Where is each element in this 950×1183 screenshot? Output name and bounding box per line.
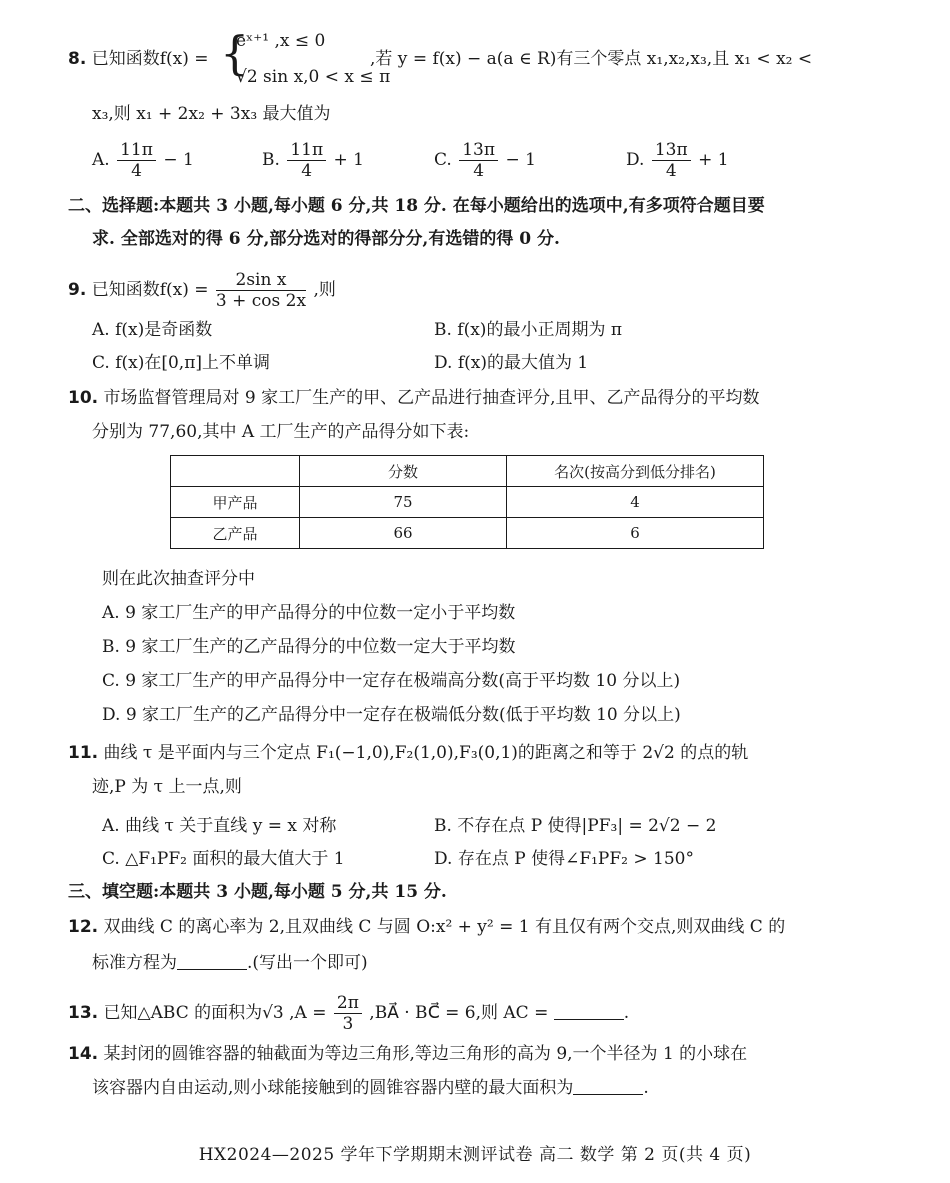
score-table [170,455,764,549]
table-header-cell [171,456,300,487]
q12-line1: 12. 双曲线 C 的离心率为 2,且双曲线 C 与圆 O:x² + y² = 1 有且仅有两个交点,则双曲线 C 的 [68,917,786,937]
q12-answer-blank[interactable] [177,953,247,970]
section3-heading: 三、填空题:本题共 3 小题,每小题 5 分,共 15 分. [68,882,447,902]
q8-option-a: A. $\frac{11\pi}{4}$ − 1 [92,140,194,181]
q9-line: 9. 已知函数f(x) = $\frac{\text{2sin x}}{3 + \cos 2x}$ ,则 [68,270,336,311]
table-header-cell: 名次(按高分到低分排名) [507,456,764,487]
q11-number: 11. [68,743,99,763]
q14-answer-blank[interactable] [573,1078,643,1095]
q11-option-b: B. 不存在点 P 使得|PF₃| = 2√2 − 2 [434,816,717,836]
q10-option-b: B. 9 家工厂生产的乙产品得分的中位数一定大于平均数 [102,637,516,657]
page-footer: HX2024—2025 学年下学期期末测评试卷 高二 数学 第 2 页(共 4 页) [198,1145,752,1165]
table-cell: 甲产品 [171,487,300,518]
q8-line1 [68,47,209,71]
q10-number: 10. [68,388,99,408]
q10-option-c: C. 9 家工厂生产的甲产品得分中一定存在极端高分数(高于平均数 10 分以上) [102,671,681,691]
q10-option-d: D. 9 家工厂生产的乙产品得分中一定存在极端低分数(低于平均数 10 分以上) [102,705,681,725]
q9-option-a: A. f(x)是奇函数 [92,320,213,340]
q14-line2: 该容器内自由运动,则小球能接触到的圆锥容器内壁的最大面积为 . [92,1078,649,1098]
q8-number: 8. [68,49,87,69]
table-header-cell: 分数 [300,456,507,487]
q11-line1: 11. 曲线 τ 是平面内与三个定点 F₁(−1,0),F₂(1,0),F₃(0,1)的距离之和等于 2√2 的点的轨 [68,743,749,763]
q10-line1: 10. 市场监督管理局对 9 家工厂生产的甲、乙产品进行抽查评分,且甲、乙产品得分的平均数 [68,388,760,408]
table-cell: 6 [507,518,764,549]
q10-option-a: A. 9 家工厂生产的甲产品得分的中位数一定小于平均数 [102,603,516,623]
q11-option-a: A. 曲线 τ 关于直线 y = x 对称 [102,816,337,836]
q8-piece2: √2 sin x,0 < x ≤ π [236,67,391,87]
q8-text-a: 已知函数f(x) = [91,49,209,69]
table-header-row [171,456,764,487]
q8-brace: { [220,26,250,80]
q9-option-c: C. f(x)在[0,π]上不单调 [92,353,271,373]
q14-line1: 14. 某封闭的圆锥容器的轴截面为等边三角形,等边三角形的高为 9,一个半径为 1 的小球在 [68,1044,748,1064]
q11-option-d: D. 存在点 P 使得∠F₁PF₂ > 150° [434,849,694,869]
q8-option-c: C. $\frac{13\pi}{4}$ − 1 [434,140,536,181]
q11-option-c: C. △F₁PF₂ 面积的最大值大于 1 [102,849,345,869]
table-row [171,487,764,518]
q8-text-c: x₃,则 x₁ + 2x₂ + 3x₃ 最大值为 [92,104,331,124]
q9-number: 9. [68,280,87,300]
q9-option-d: D. f(x)的最大值为 1 [434,353,589,373]
section2-heading-line2: 求. 全部选对的得 6 分,部分选对的得部分分,有选错的得 0 分. [92,229,560,249]
q8-piece1: eˣ⁺¹ ,x ≤ 0 [236,31,326,51]
table-cell: 66 [300,518,507,549]
table-cell: 4 [507,487,764,518]
q8-option-b: B. $\frac{11\pi}{4}$ + 1 [262,140,364,181]
section2-heading-line1: 二、选择题:本题共 3 小题,每小题 6 分,共 18 分. 在每小题给出的选项中,有多项符合题目要 [68,196,765,216]
q13-answer-blank[interactable] [554,1003,624,1020]
q13-number: 13. [68,1003,99,1023]
table-cell: 75 [300,487,507,518]
q9-option-b: B. f(x)的最小正周期为 π [434,320,623,340]
table-row [171,518,764,549]
q10-lead: 则在此次抽查评分中 [102,569,255,589]
q8-text-b: ,若 y = f(x) − a(a ∈ R)有三个零点 x₁,x₂,x₃,且 x₁ < x₂ < [370,49,813,69]
q10-line2: 分别为 77,60,其中 A 工厂生产的产品得分如下表: [92,422,470,442]
table-cell: 乙产品 [171,518,300,549]
q12-number: 12. [68,917,99,937]
q11-line2: 迹,P 为 τ 上一点,则 [92,777,242,797]
q13-line: 13. 已知△ABC 的面积为√3 ,A = $\frac{2\pi}{3}$ ,BA⃗ · BC⃗ = 6,则 AC = . [68,993,630,1034]
q14-number: 14. [68,1044,99,1064]
q12-line2: 标准方程为 .(写出一个即可) [92,953,368,973]
q8-option-d: D. $\frac{13\pi}{4}$ + 1 [626,140,729,181]
